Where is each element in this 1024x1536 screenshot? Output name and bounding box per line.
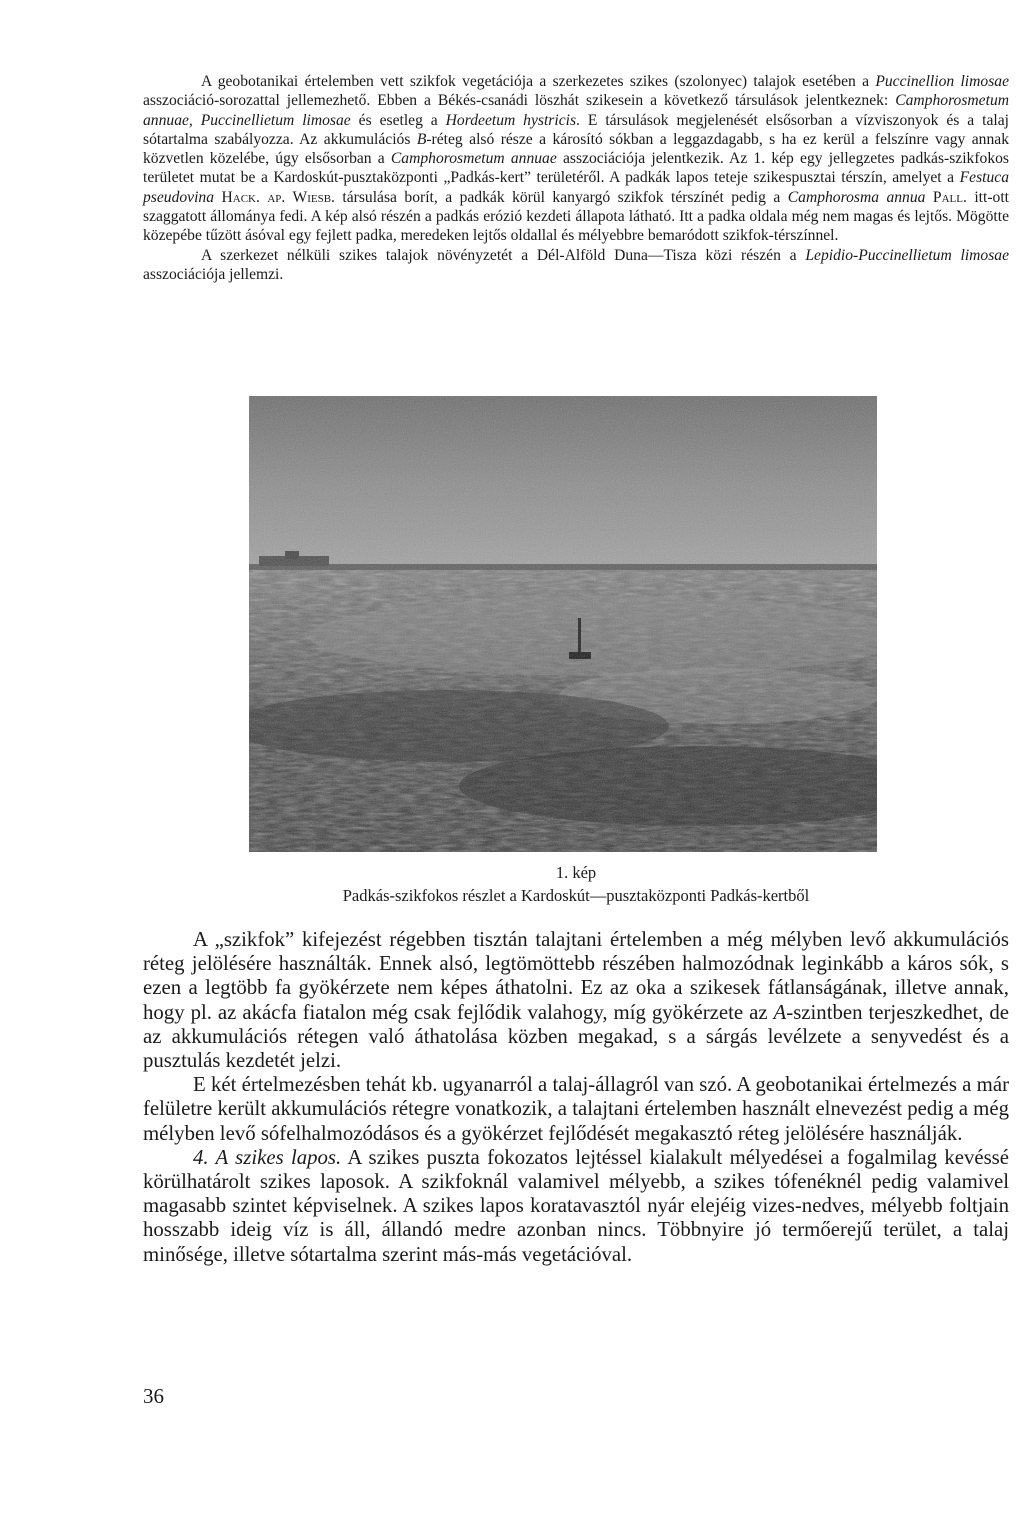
soil-horizon-label: A: [773, 1000, 787, 1024]
author-citation: Pall.: [932, 188, 967, 206]
figure-caption: Padkás-szikfokos részlet a Kardoskút—pusztaközponti Padkás-kertből: [342, 886, 810, 905]
intro-paragraph-2: A szerkezet nélküli szikes talajok növényzetét a Dél-Alföld Duna—Tisza közi részén a Lepidio-Puccinellietum limosae asszociációja jellemzi.: [143, 246, 1010, 283]
taxon-name: Festuca pseudovina: [143, 169, 1009, 206]
landscape-photo: [249, 396, 877, 852]
photo-illustration: [249, 396, 877, 852]
taxon-name: Hordeetum hystricis: [445, 111, 577, 129]
page-number: 36: [143, 1384, 164, 1408]
main-paragraph-3: 4. A szikes lapos. A szikes puszta fokozatos lejtéssel kialakult mélyedései a fogalmilag kevéssé körülhatárolt szikes laposok. A szikfoknál valamivel mélyebb, a szikes tófenéknél pedig valamivel magasabb szintet képviselnek. A szikes lapos koratavasztól nyár elejéig vizes-nedves, mélyebb foltjain hosszabb ideig víz is áll, állandó medre azonban nincs. Többnyire jó termőerejű terület, a talaj minősége, illetve sótartalma szerint más-más vegetációval.: [143, 1145, 1009, 1266]
main-text-block: [143, 928, 1009, 1267]
intro-text-block: [143, 72, 1009, 284]
taxon-name: Camphorosma annua: [787, 188, 926, 206]
soil-layer-label: B: [416, 130, 427, 148]
main-paragraph-2: E két értelmezésben tehát kb. ugyanarról a talaj-állagról van szó. A geobotanikai értelmezés a már felületre került akkumulációs rétegre vonatkozik, a talajtani értelemben használt elnevezést pedig a még mélyben levő sófelhalmozódásos és a gyökérzet fejlődését megakasztó réteg jelölésére használják.: [143, 1073, 1009, 1145]
intro-paragraph-1: A geobotanikai értelemben vett szikfok vegetációja a szerkezetes szikes (szolonyec) talajok esetében a Puccinellion limosae asszociáció-sorozattal jellemezhető. Ebben a Békés-csanádi löszhát szikesein a következő társulások jelentkeznek: Camphorosmetum annuae, Puccinellietum limosae és esetleg a Hordeetum hystricis. E társulások megjelenését elsősorban a vízviszonyok és a talaj sótartalma szabályozza. Az akkumulációs B-réteg alsó része a károsító sókban a leggazdagabb, s ha ez kerül a felszínre vagy annak közvetlen közelébe, úgy elsősorban a Camphorosmetum annuae asszociációja jelentkezik. Az 1. kép egy jellegzetes padkás-szikfokos területet mutat be a Kardoskút-pusztaközponti „Padkás-kert” területéről. A padkák lapos teteje szikespusztai térszín, amelyet a Festuca pseudovina Hack. ap. Wiesb. társulása borít, a padkák körül kanyargó szikfok térszínét pedig a Camphorosma annua Pall. itt-ott szaggatott állománya fedi. A kép alsó részén a padkás erózió kezdeti állapota látható. Itt a padka oldala még nem magas és lejtős. Mögötte közepébe tűzött ásóval egy fejlett padka, meredeken lejtős oldallal és mélyebbre bemaródott szikfok-térszínnel.: [143, 73, 1009, 245]
taxon-name: Puccinellion limosae: [875, 73, 1009, 90]
main-paragraph-1: A „szikfok” kifejezést régebben tisztán talajtani értelemben a még mélyben levő akkumulációs réteg jelölésére használták. Ennek alsó, legtömöttebb részében halmozódnak leginkább a káros sók, s ezen a legtöbb fa gyökérzete nem képes áthatolni. Ez az oka a szikesek fátlanságának, illetve annak, hogy pl. az akácfa fiatalon még csak fejlődik valahogy, míg gyökérzete az A-szintben terjeszkedhet, de az akkumulációs rétegen való áthatolása közben megakad, s a sárgás levélzete a senyvedést és a pusztulás kezdetét jelzi.: [143, 928, 1009, 1073]
taxon-name: Lepidio-Puccinellietum limosae: [805, 246, 1010, 264]
section-heading: 4. A szikes lapos.: [193, 1145, 342, 1169]
taxon-name: Camphorosmetum annuae, Puccinellietum limosae: [143, 92, 1009, 129]
author-citation: Hack. ap. Wiesb.: [221, 188, 335, 206]
figure-number: 1. kép: [555, 863, 597, 882]
taxon-name: Camphorosmetum annuae: [390, 150, 557, 168]
